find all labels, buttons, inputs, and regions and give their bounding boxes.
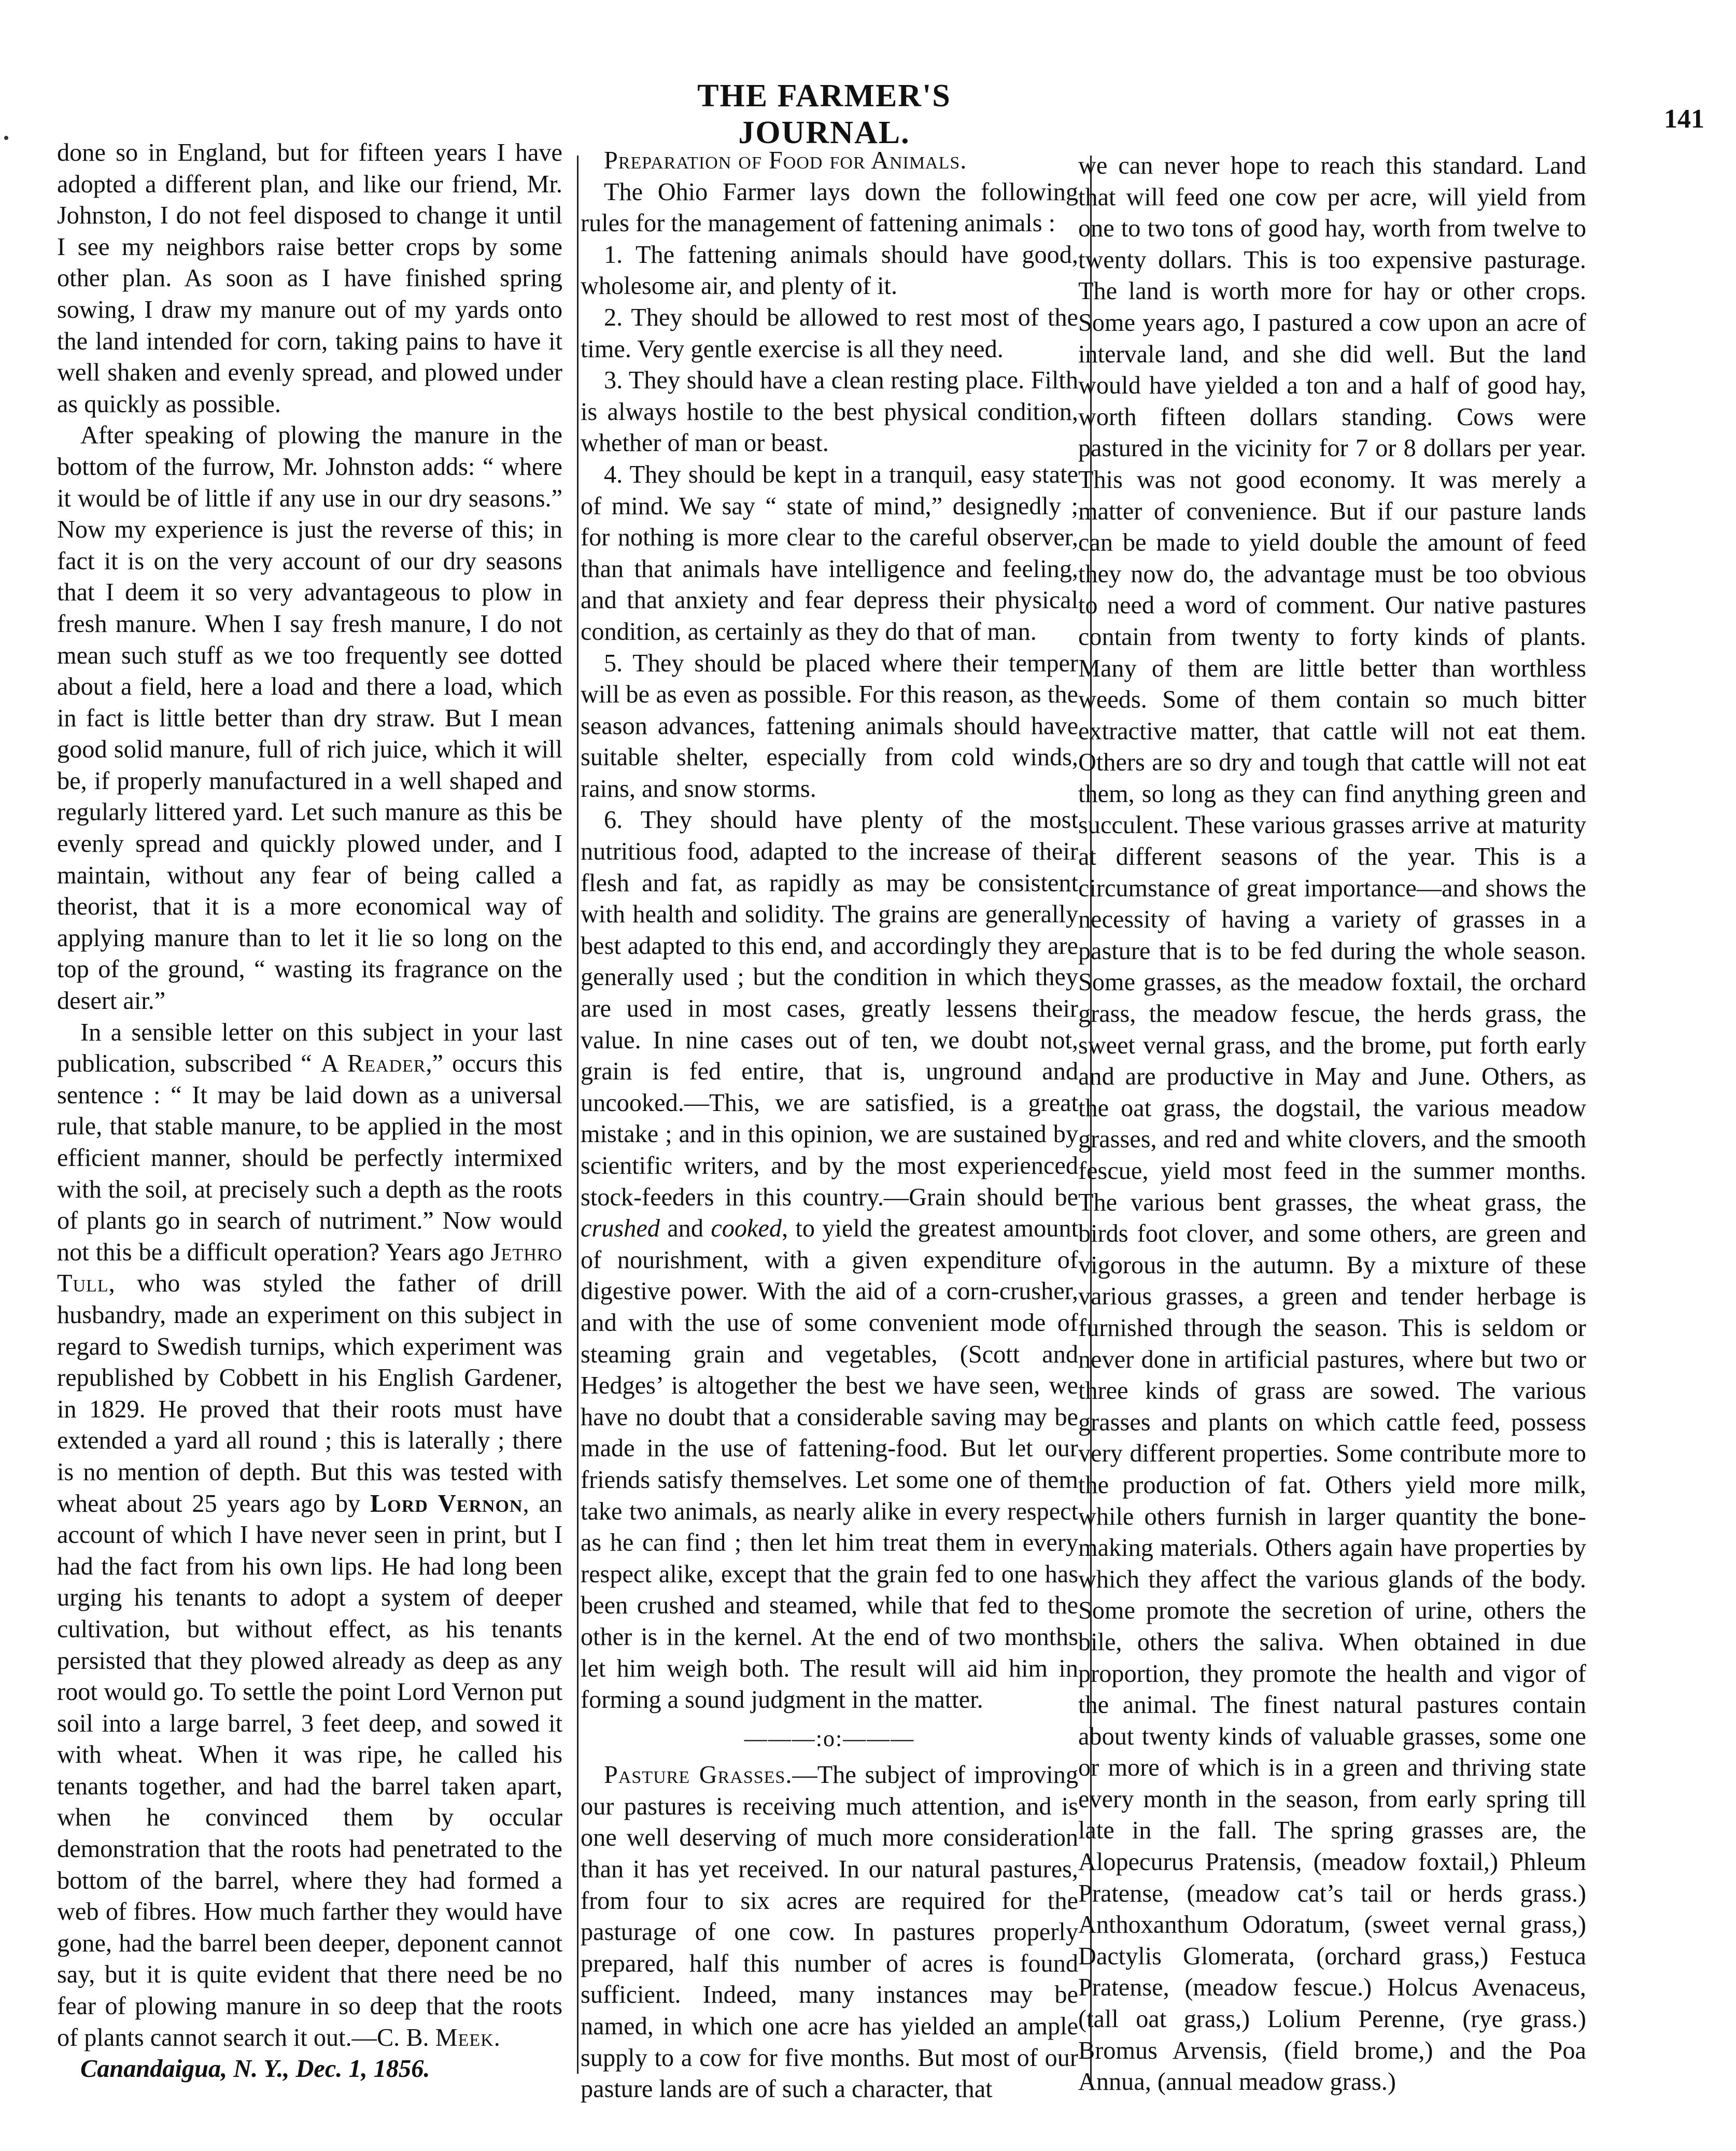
rule-item: 3. They should have a clean resting place. Filth is always hostile to the best physical condition, whether of man or beast.: [581, 367, 1078, 457]
article-signature: Canandaigua, N. Y., Dec. 1, 1856.: [80, 2055, 430, 2083]
article-heading: Pasture Grasses.: [604, 1761, 793, 1789]
author-name: Meek: [435, 2023, 494, 2051]
column-1: [57, 137, 562, 2085]
person-name: Lord Vernon: [370, 1489, 523, 1517]
column-rule-left: [577, 156, 578, 2074]
article-paragraph: Pasture Grasses.—The subject of improving our pastures is receiving much attention, and is one well deserving of much more consideration than it has yet received. In our natural pastures, from four to six acres are required for the pasturage of one cow. In pastures properly prepared, half this number of acres is found sufficient. Indeed, many instances may be named, in which one acre has yielded an ample supply to a cow for five months. But most of our pasture lands are of such a character, that: [581, 1761, 1078, 2103]
rule-item: 2. They should be allowed to rest most of the time. Very gentle exercise is all they need.: [581, 303, 1078, 363]
article-paragraph: we can never hope to reach this standard. Land that will feed one cow per acre, will yield from one to two tons of good hay, worth from twelve to twenty dollars. This is too expensive pasturage. The land is worth more for hay or other crops. Some years ago, I pastured a cow upon an acre of intervale land, and she did well. But the land would have yielded a ton and a half of good hay, worth fifteen dollars standing. Cows were pastured in the vicinity for 7 or 8 dollars per year. This was not good economy. It was merely a matter of convenience. But if our pasture lands can be made to yield double the amount of feed they now do, the advantage must be too obvious to need a word of comment. Our native pastures contain from twenty to forty kinds of plants. Many of them are little better than worthless weeds. Some of them contain so much bitter extractive matter, that cattle will not eat them. Others are so dry and tough that cattle will not eat them, so long as they can find anything green and succulent. These various grasses arrive at maturity at different seasons of the year. This is a circumstance of great importance—and shows the necessity of having a variety of grasses in a pasture that is to be fed during the whole season. Some grasses, as the meadow foxtail, the orchard grass, the meadow fescue, the herds grass, the sweet vernal grass, and the brome, put forth early and are productive in May and June. Others, as the oat grass, the dogstail, the various meadow grasses, and red and white clovers, and the smooth fescue, yield most feed in the summer months. The various bent grasses, the wheat grass, the birds foot clover, and some others, are green and vigorous in the autumn. By a mixture of these various grasses, a green and tender herbage is furnished through the season. This is seldom or never done in artificial pastures, where but two or three kinds of grass are sowed. The various grasses and plants on which cattle feed, possess very different properties. Some contribute more to the production of fat. Others yield more milk, while others furnish in larger quantity the bone-making materials. Others again have properties by which they affect the various glands of the body. Some promote the secretion of urine, others the bile, others the saliva. When obtained in due proportion, they promote the health and vigor of the animal. The finest natural pastures contain about twenty kinds of valuable grasses, some one or more of which is in a green and thriving state every month in the season, from early spring till late in the fall. The spring grasses are, the Alopecurus Pratensis, (meadow foxtail,) Phleum Pratense, (meadow cat’s tail or herds grass.) Anthoxanthum Odoratum, (sweet vernal grass,) Dactylis Glomerata, (orchard grass,) Festuca Pratense, (meadow fescue.) Holcus Avenaceus, (tall oat grass,) Lolium Perenne, (rye grass.) Bromus Arvensis, (field brome,) and the Poa Annua, (annual meadow grass.): [1078, 152, 1586, 2096]
pseudonym: A Reader: [320, 1050, 426, 1078]
article-heading: Preparation of Food for Animals.: [604, 147, 967, 174]
section-separator: ———:o:———: [744, 1725, 915, 1751]
column-2: [581, 145, 1078, 2105]
rule-item: 5. They should be placed where their temper will be as even as possible. For this reason, as the season advances, fattening animals should have suitable shelter, especially from cold winds, rains, and snow storms.: [581, 649, 1078, 803]
rule-item: 1. The fattening animals should have good, wholesome air, and plenty of it.: [581, 241, 1078, 300]
person-name: Jethro Tull: [57, 1238, 562, 1298]
article-paragraph: In a sensible letter on this subject in your last publication, subscribed “ A Reader,” occurs this sentence : “ It may be laid down as a universal rule, that stable manure, to be applied in the most efficient manner, should be perfectly intermixed with the soil, at precisely such a depth as the roots of plants go in search of nutriment.” Now would not this be a difficult operation? Years ago Jethro Tull, who was styled the father of drill husbandry, made an experiment on this subject in regard to Swedish turnips, which experiment was republished by Cobbett in his English Gardener, in 1829. He proved that their roots must have extended a yard all round ; this is laterally ; there is no mention of depth. But this was tested with wheat about 25 years ago by Lord Vernon, an account of which I have never seen in print, but I had the fact from his own lips. He had long been urging his tenants to adopt a system of deeper cultivation, but without effect, as his tenants persisted that they plowed already as deep as any root would go. To settle the point Lord Vernon put soil into a large barrel, 3 feet deep, and sowed it with wheat. When it was ripe, he called his tenants together, and had the barrel taken apart, when he convinced them by occular demonstration that the roots had penetrated to the bottom of the barrel, where they had formed a web of fibres. How much farther they would have gone, had the barrel been deeper, deponent cannot say, but it is quite evident that there need be no fear of plowing manure in so deep that the roots of plants cannot search it out.—C. B. Meek.: [57, 1018, 563, 2051]
rule-item: 6. They should have plenty of the most nutritious food, adapted to the increase of their flesh and fat, as rapidly as may be consistent with health and solidity. The grains are generally best adapted to this end, and accordingly they are generally used ; but the condition in which they are used in most cases, greatly lessens their value. In nine cases out of ten, we doubt not, grain is fed entire, that is, unground and uncooked.—This, we are satisfied, is a great mistake ; and in this opinion, we are sustained by scientific writers, and by the most experienced stock-feeders in this country.—Grain should be crushed and cooked, to yield the greatest amount of nourishment, with a given expenditure of digestive power. With the aid of a corn-crusher, and with the use of some convenient mode of steaming grain and vegetables, (Scott and Hedges’ is altogether the best we have seen, we have no doubt that a considerable saving may be made in the use of fattening-food. But let our friends satisfy themselves. Let some one of them take two animals, as nearly alike in every respect as he can find ; then let him treat them in every respect alike, except that the grain fed to one has been crushed and steamed, while that fed to the other is in the kernel. At the end of two months let him weigh both. The result will aid him in forming a sound judgment in the matter.: [581, 806, 1078, 1714]
article-paragraph: After speaking of plowing the manure in the bottom of the furrow, Mr. Johnston adds: “ where it would be of little if any use in our dry seasons.” Now my experience is just the reverse of this; in fact it is on the very account of our dry seasons that I deem it so very advantageous to plow in fresh manure. When I say fresh manure, I do not mean such stuff as we too frequently see dotted about a field, here a load and there a load, which in fact is little better than dry straw. But I mean good solid manure, full of rich juice, which it will be, if properly manufactured in a well shaped and regularly littered yard. Let such manure as this be evenly spread and quickly plowed under, and I maintain, without any fear of being called a theorist, that it is a more economical way of applying manure than to let it lie so long on the top of the ground, “ wasting its fragrance on the desert air.”: [57, 421, 562, 1015]
article-paragraph: done so in England, but for fifteen years I have adopted a different plan, and like our friend, Mr. Johnston, I do not feel disposed to change it until I see my neighbors raise better crops by some other plan. As soon as I have finished spring sowing, I draw my manure out of my yards onto the land intended for corn, taking pains to have it well shaken and evenly spread, and plowed under as quickly as possible.: [57, 139, 562, 418]
rule-item: 4. They should be kept in a tranquil, easy state of mind. We say “ state of mind,” designedly ; for nothing is more clear to the careful observer, than that animals have intelligence and feeling, and that anxiety and fear depress their physical condition, as certainly as they do that of man.: [581, 460, 1078, 645]
margin-mark: [4, 136, 8, 140]
column-3: [1078, 150, 1586, 2098]
page-number: 141: [1664, 104, 1704, 134]
article-paragraph: The Ohio Farmer lays down the following rules for the management of fattening animals :: [581, 178, 1078, 237]
page-header: THE FARMER'S JOURNAL.: [697, 78, 951, 150]
